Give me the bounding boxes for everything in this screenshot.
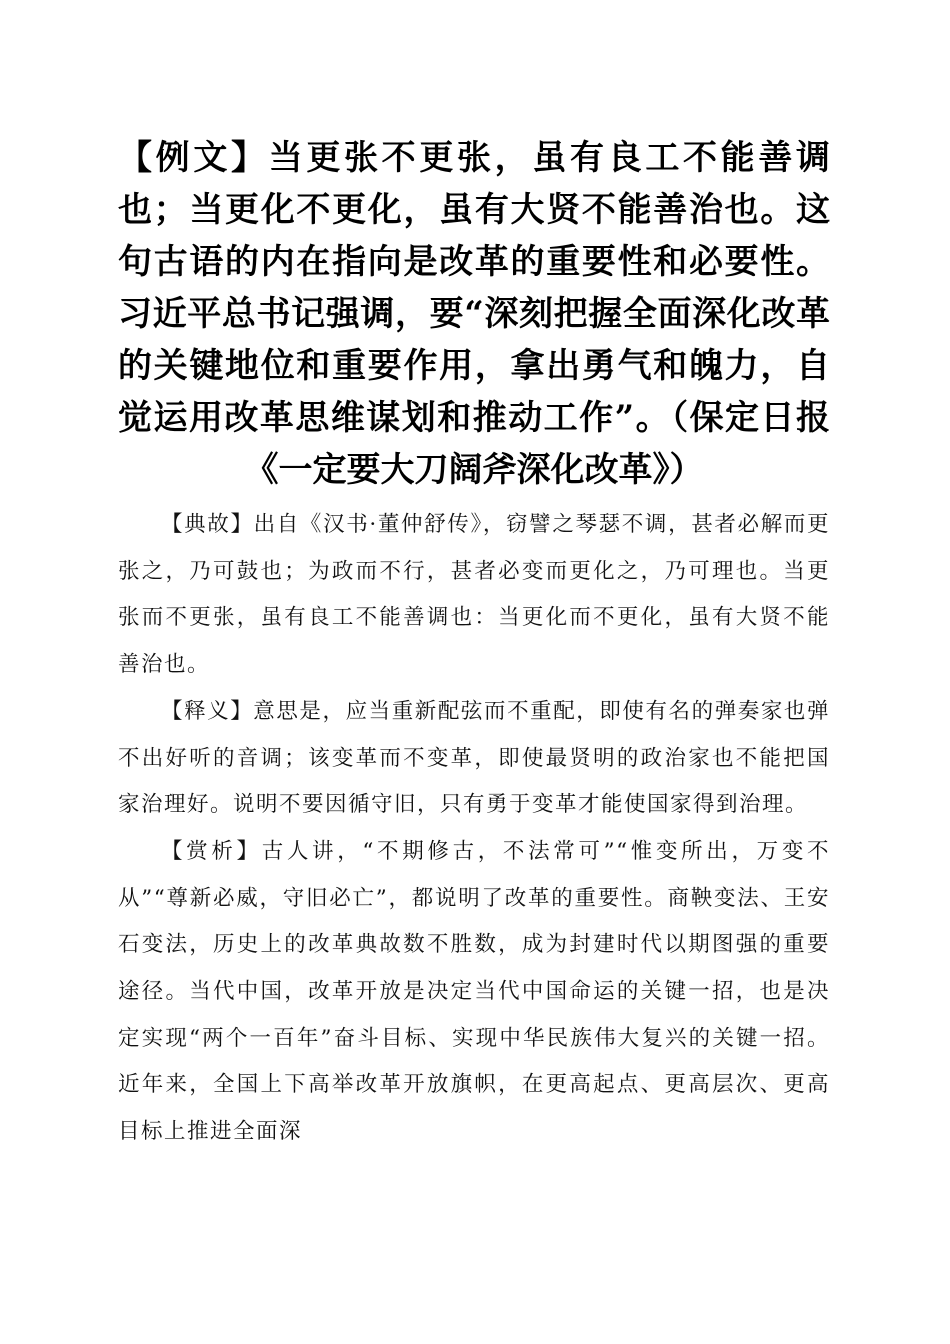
paragraph-appreciation: 【赏析】古人讲，“不期修古，不法常可”“惟变所出，万变不从”“尊新必威，守旧必亡”，都说明了改革的重要性。商鞅变法、王安石变法，历史上的改革典故数不胜数，成为封建时代以期图强的重要途径。当代中国，改革开放是决定当代中国命运的关键一招，也是决定实现“两个一百年”奋斗目标、实现中华民族伟大复兴的关键一招。近年来，全国上下高举改革开放旗帜，在更高起点、更高层次、更高目标上推进全面深 — [118, 838, 830, 1145]
example-heading: 【例文】当更张不更张，虽有良工不能善调也；当更化不更化，虽有大贤不能善治也。这句古语的内在指向是改革的重要性和必要性。习近平总书记强调，要“深刻把握全面深化改革的关键地位和重要作用，拿出勇气和魄力，自觉运用改革思维谋划和推动工作”。（保定日报《一定要大刀阔斧深化改革》） — [118, 138, 830, 490]
paragraph-interpretation: 【释义】意思是，应当重新配弦而不重配，即使有名的弹奏家也弹不出好听的音调；该变革而不变革，即使最贤明的政治家也不能把国家治理好。说明不要因循守旧，只有勇于变革才能使国家得到治理。 — [118, 698, 830, 818]
document-body — [118, 502, 830, 1156]
paragraph-allusion: 【典故】出自《汉书·董仲舒传》，窃譬之琴瑟不调，甚者必解而更张之，乃可鼓也；为政而不行，甚者必变而更化之，乃可理也。当更张而不更张，虽有良工不能善调也：当更化而不更化，虽有大贤不能善治也。 — [118, 512, 830, 678]
